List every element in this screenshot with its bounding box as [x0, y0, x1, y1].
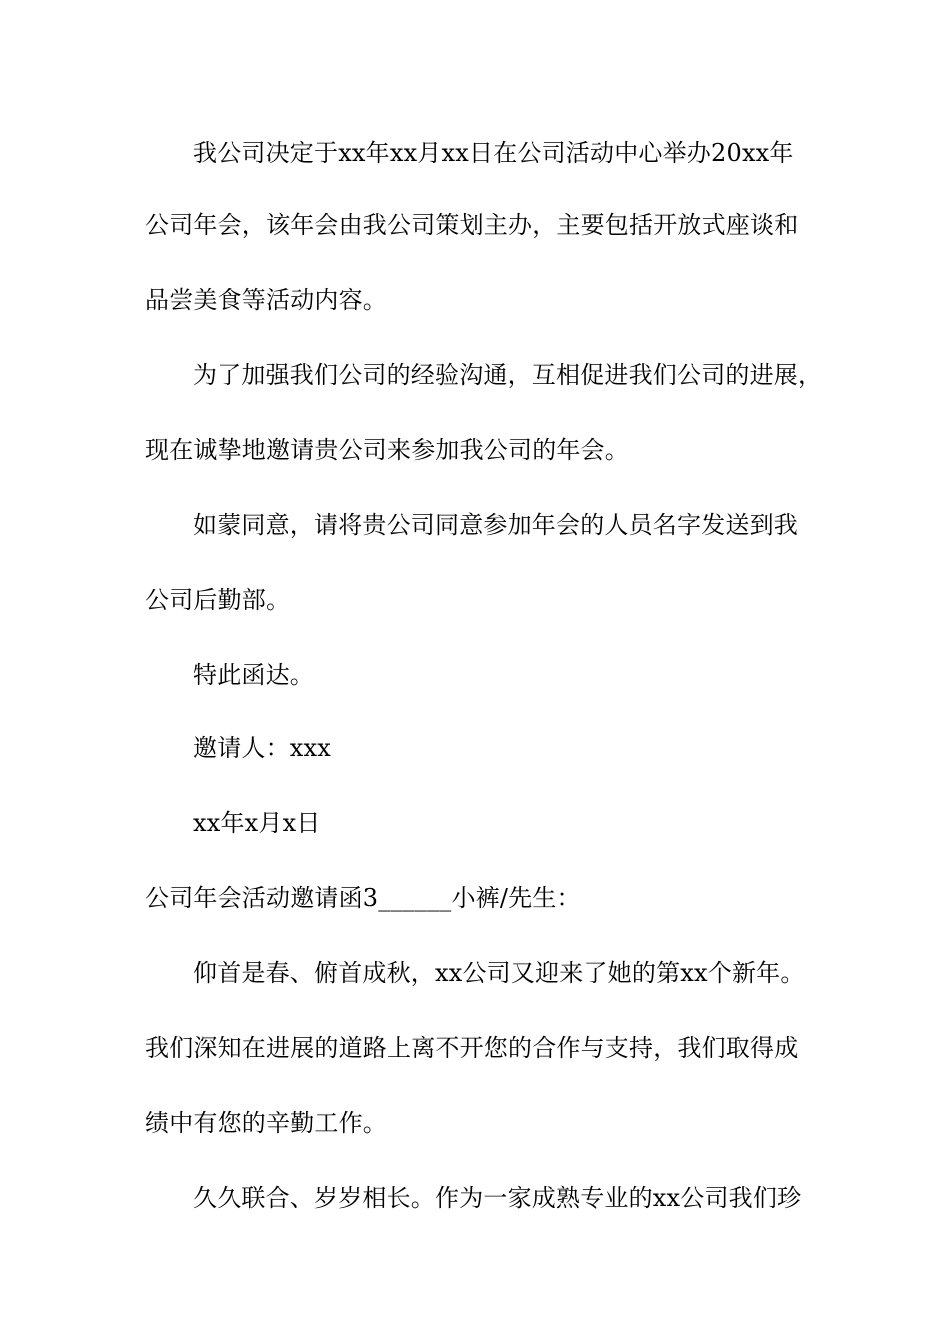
- paragraph-line: 绩中有您的辛勤工作。: [145, 1109, 387, 1137]
- paragraph-line: 久久联合、岁岁相长。作为一家成熟专业的xx公司我们珍: [193, 1184, 802, 1212]
- paragraph-line: 现在诚挚地邀请贵公司来参加我公司的年会。: [145, 436, 629, 464]
- paragraph-line: 公司年会，该年会由我公司策划主办，主要包括开放式座谈和: [145, 211, 799, 239]
- paragraph-line: 品尝美食等活动内容。: [145, 286, 387, 314]
- paragraph-line: 公司后勤部。: [145, 586, 291, 614]
- inviter-line: 邀请人：xxx: [193, 734, 332, 762]
- paragraph-line: 我公司决定于xx年xx月xx日在公司活动中心举办20xx年: [193, 139, 794, 167]
- paragraph-line: 如蒙同意，请将贵公司同意参加年会的人员名字发送到我: [193, 511, 798, 539]
- paragraph-line: 仰首是春、俯首成秋，xx公司又迎来了她的第xx个新年。: [193, 959, 805, 987]
- paragraph-line: 为了加强我们公司的经验沟通，互相促进我们公司的进展，: [193, 361, 823, 389]
- closing-line: 特此函达。: [193, 661, 314, 689]
- date-line: xx年x月x日: [193, 809, 321, 837]
- section-heading: 公司年会活动邀请函3______小裤/先生：: [145, 884, 581, 912]
- paragraph-line: 我们深知在进展的道路上离不开您的合作与支持，我们取得成: [145, 1034, 799, 1062]
